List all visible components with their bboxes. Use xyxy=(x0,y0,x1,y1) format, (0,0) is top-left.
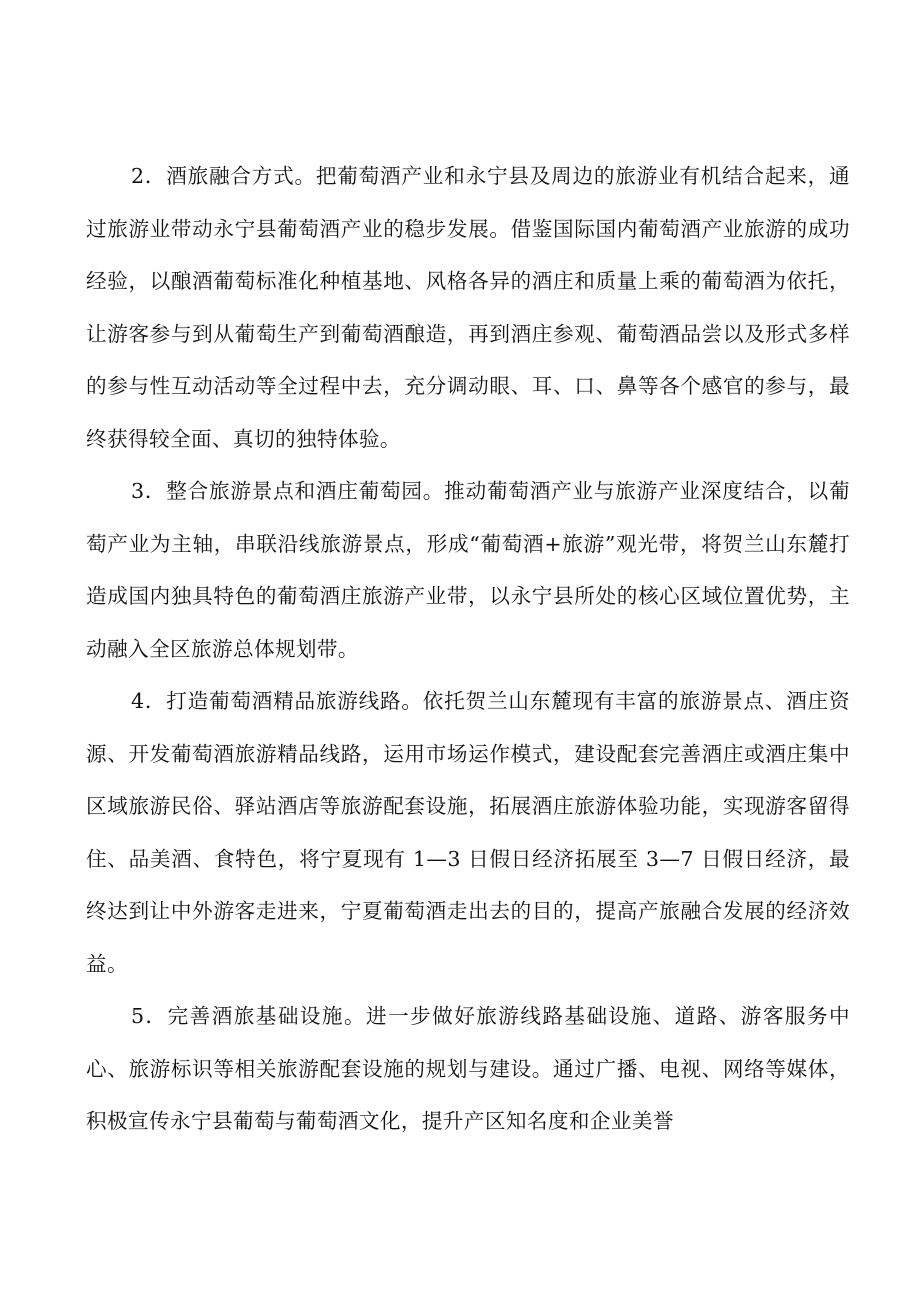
paragraph-boutique-tour-routes: 4．打造葡萄酒精品旅游线路。依托贺兰山东麓现有丰富的旅游景点、酒庄资源、开发葡萄酒旅游精品线路，运用市场运作模式，建设配套完善酒庄或酒庄集中区域旅游民俗、驿站酒店等旅游配套设施，拓展酒庄旅游体验功能，实现游客留得住、品美酒、食特色，将宁夏现有 1—3 日假日经济拓展至 3—7 日假日经济，最终达到让中外游客走进来，宁夏葡萄酒走出去的目的，提高产旅融合发展的经济效益。 xyxy=(86,689,850,976)
paragraph-scenic-spots-vineyards: 3．整合旅游景点和酒庄葡萄园。推动葡萄酒产业与旅游产业深度结合，以葡萄产业为主轴，串联沿线旅游景点，形成“葡萄酒+旅游”观光带，将贺兰山东麓打造成国内独具特色的葡萄酒庄旅游产业带，以永宁县所处的核心区域位置优势，主动融入全区旅游总体规划带。 xyxy=(86,479,850,661)
document-body xyxy=(86,150,850,1148)
paragraph-infrastructure: 5．完善酒旅基础设施。进一步做好旅游线路基础设施、道路、游客服务中心、旅游标识等相关旅游配套设施的规划与建设。通过广播、电视、网络等媒体，积极宣传永宁县葡萄与葡萄酒文化，提升产区知名度和企业美誉 xyxy=(86,1004,850,1133)
paragraph-wine-tourism-integration: 2．酒旅融合方式。把葡萄酒产业和永宁县及周边的旅游业有机结合起来，通过旅游业带动永宁县葡萄酒产业的稳步发展。借鉴国际国内葡萄酒产业旅游的成功经验，以酿酒葡萄标准化种植基地、风格各异的酒庄和质量上乘的葡萄酒为依托，让游客参与到从葡萄生产到葡萄酒酿造，再到酒庄参观、葡萄酒品尝以及形式多样的参与性互动活动等全过程中去，充分调动眼、耳、口、鼻等各个感官的参与，最终获得较全面、真切的独特体验。 xyxy=(86,164,850,451)
